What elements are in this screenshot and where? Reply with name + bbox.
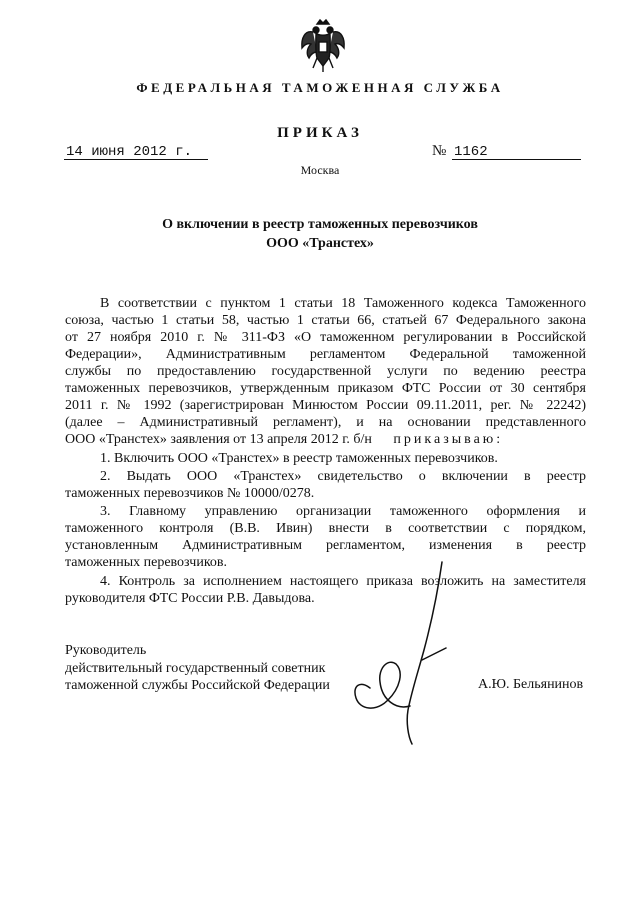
order-title-line: ООО «Транстех» (266, 236, 374, 251)
item-1: 1. Включить ООО «Транстех» в реестр таможенных перевозчиков. (100, 451, 498, 466)
item-2-line: таможенных перевозчиков № 10000/0278. (65, 486, 315, 501)
item-4-line: руководителя ФТС России Р.В. Давыдова. (65, 591, 315, 606)
order-title-line: О включении в реестр таможенных перевозчиков (162, 217, 478, 232)
russian-coat-of-arms-icon (299, 16, 347, 74)
preamble-last-text: ООО «Транстех» заявления от 13 апреля 2012 г. б/н (65, 432, 372, 447)
body-line: (далее – Административный регламент), и на основании представленного (65, 415, 586, 430)
body-line: от 27 ноября 2010 г. № 311-ФЗ «О таможенном регулировании в Российской (65, 330, 586, 345)
item-4-line: 4. Контроль за исполнением настоящего приказа возложить на заместителя (100, 574, 586, 589)
item-3-line: таможенных перевозчиков. (65, 555, 228, 570)
item-2-line: 2. Выдать ООО «Транстех» свидетельство о включении в реестр (100, 469, 586, 484)
date-underline (64, 159, 208, 160)
agency-name: ФЕДЕРАЛЬНАЯ ТАМОЖЕННАЯ СЛУЖБА (136, 80, 504, 95)
body-line: В соответствии с пунктом 1 статьи 18 Таможенного кодекса Таможенного (100, 296, 586, 311)
signer-rank-line: действительный государственный советник (65, 661, 326, 676)
body-line: службы по предоставлению государственной услуги по ведению реестра (65, 364, 586, 379)
body-line: союза, частью 1 статьи 58, частью 1 статьи 66, статьей 67 Федерального закона (65, 313, 586, 328)
order-date: 14 июня 2012 г. (66, 144, 193, 160)
order-number: 1162 (454, 144, 488, 160)
city: Москва (300, 163, 340, 177)
item-3-line: таможенного контроля (В.В. Ивин) внести в соответствии с порядком, (65, 521, 586, 536)
body-line (65, 431, 586, 448)
order-title (0, 215, 640, 253)
document-type: ПРИКАЗ (277, 125, 363, 141)
signer-name: А.Ю. Бельянинов (478, 677, 584, 692)
order-word: приказываю: (393, 432, 504, 447)
body-line: 2011 г. № 1992 (зарегистрирован Минюстом России 09.11.2011, рег. № 22242) (65, 398, 586, 413)
number-underline (452, 159, 581, 160)
signer-rank-line: таможенной службы Российской Федерации (65, 678, 330, 693)
item-3-line: установленным Административным регламентом, изменения в реестр (65, 538, 586, 553)
signer-position: Руководитель (65, 643, 147, 658)
item-3-line: 3. Главному управлению организации таможенного оформления и (100, 504, 586, 519)
body-line: Федерации», Административным регламентом Федеральной таможенной (65, 347, 586, 362)
handwritten-signature-icon (330, 560, 470, 750)
body-line: таможенных перевозчиков, утвержденным приказом ФТС России от 30 сентября (65, 381, 586, 396)
order-number-label: № (432, 143, 447, 159)
